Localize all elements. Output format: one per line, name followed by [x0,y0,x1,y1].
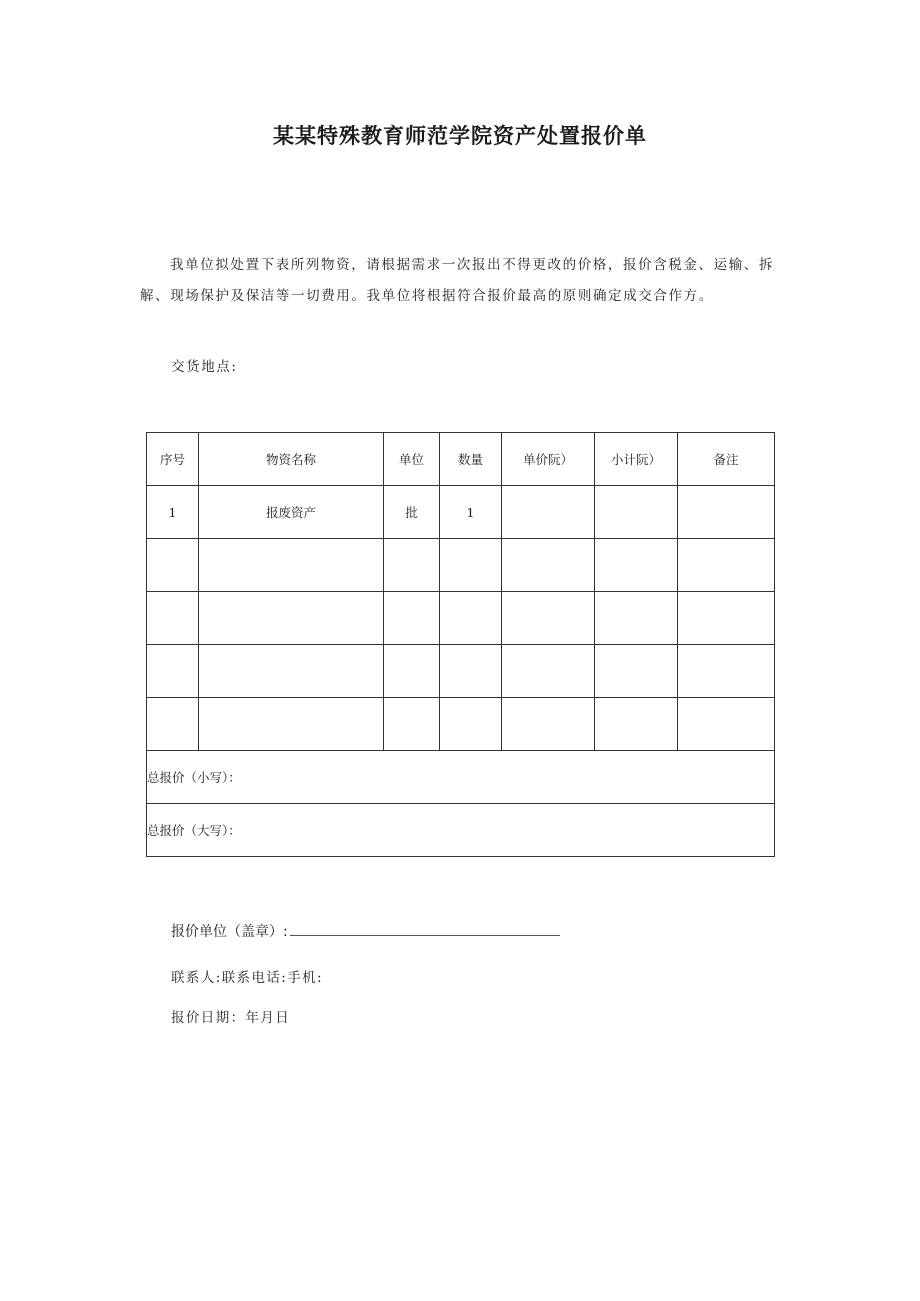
bidder-seal-field [171,921,560,941]
cell-subtotal[interactable] [595,592,678,645]
quote-date-line: 报价日期：年月日 [171,1010,291,1026]
document-title: 某某特殊教育师范学院资产处置报价单 [273,124,647,148]
cell-unit[interactable] [384,592,440,645]
cell-item-name[interactable] [199,592,384,645]
cell-remarks[interactable] [678,539,775,592]
cell-subtotal[interactable] [595,645,678,698]
table-row [147,486,775,539]
cell-item-name[interactable] [199,645,384,698]
header-quantity: 数量 [440,433,502,486]
intro-paragraph: 我单位拟处置下表所列物资，请根据需求一次报出不得更改的价格，报价含税金、运输、拆解、现场保护及保洁等一切费用。我单位将根据符合报价最高的原则确定成交合作方。 [140,257,774,304]
cell-unit-price[interactable] [502,539,595,592]
cell-item-name: 报废资产 [199,486,384,539]
cell-unit-price[interactable] [502,592,595,645]
cell-unit[interactable] [384,698,440,751]
cell-unit[interactable] [384,645,440,698]
header-unit: 单位 [384,433,440,486]
cell-index: 1 [147,486,199,539]
delivery-location-label: 交货地点: [171,359,238,375]
cell-index[interactable] [147,539,199,592]
table-row [147,539,775,592]
total-price-uppercase[interactable]: 总报价（大写）： [147,804,775,857]
bidder-signature-line[interactable] [290,921,560,936]
cell-remarks[interactable] [678,645,775,698]
cell-subtotal[interactable] [595,539,678,592]
table-header-row [147,433,775,486]
cell-remarks[interactable] [678,592,775,645]
cell-quantity[interactable] [440,592,502,645]
cell-quantity[interactable] [440,698,502,751]
cell-quantity[interactable] [440,539,502,592]
cell-item-name[interactable] [199,539,384,592]
total-price-lowercase[interactable]: 总报价（小写）： [147,751,775,804]
contact-line: 联系人:联系电话:手机: [171,970,323,986]
cell-index[interactable] [147,592,199,645]
cell-remarks[interactable] [678,486,775,539]
cell-quantity: 1 [440,486,502,539]
cell-index[interactable] [147,698,199,751]
cell-unit-price[interactable] [502,698,595,751]
cell-subtotal[interactable] [595,698,678,751]
cell-unit-price[interactable] [502,486,595,539]
bidder-seal-label: 报价单位（盖章）: [171,924,288,940]
cell-item-name[interactable] [199,698,384,751]
total-upper-row [147,804,775,857]
cell-remarks[interactable] [678,698,775,751]
header-unit-price: 单价阮） [502,433,595,486]
total-lower-row [147,751,775,804]
cell-unit: 批 [384,486,440,539]
header-item-name: 物资名称 [199,433,384,486]
cell-subtotal[interactable] [595,486,678,539]
table-row [147,698,775,751]
table-row [147,592,775,645]
header-subtotal: 小计阮） [595,433,678,486]
quote-table [146,432,775,857]
cell-unit-price[interactable] [502,645,595,698]
header-remarks: 备注 [678,433,775,486]
cell-index[interactable] [147,645,199,698]
header-index: 序号 [147,433,199,486]
cell-unit[interactable] [384,539,440,592]
cell-quantity[interactable] [440,645,502,698]
table-row [147,645,775,698]
